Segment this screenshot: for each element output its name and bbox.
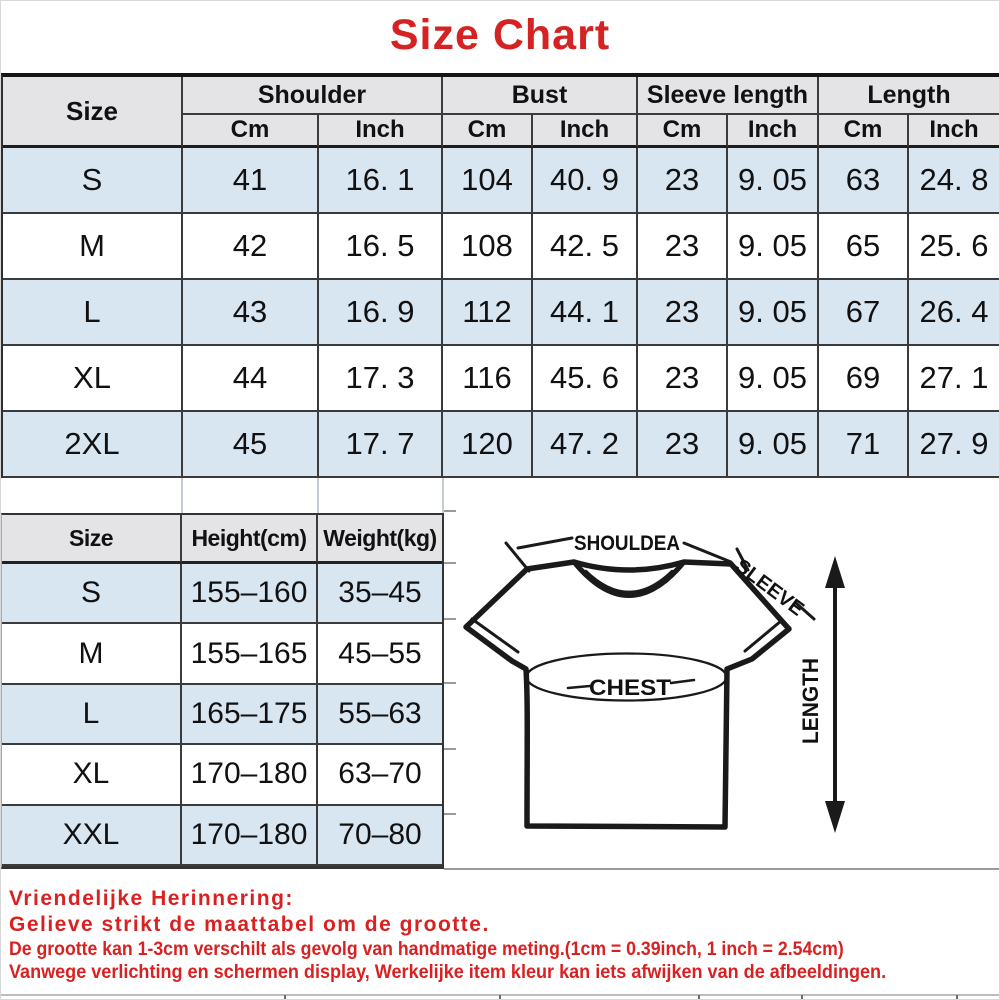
note-line: Gelieve strikt de maattabel om de grootte. <box>9 913 490 936</box>
unit-inch: Inch <box>909 115 999 148</box>
cell-length-inch: 24. 8 <box>909 148 999 214</box>
header-shoulder: Shoulder <box>183 77 443 115</box>
sleeve-label: SLEEVE <box>730 554 808 621</box>
cell-bust-inch: 42. 5 <box>533 214 638 280</box>
cell-shoulder-inch: 17. 7 <box>319 412 443 478</box>
unit-cm: Cm <box>819 115 909 148</box>
body-size-table <box>1 513 444 869</box>
cell-size-label: M <box>2 624 182 684</box>
cell-size-label: M <box>3 214 183 280</box>
note-line: Vriendelijke Herinnering: <box>9 887 294 910</box>
cell-length-cm: 71 <box>819 412 909 478</box>
cell-sleeve-inch: 9. 05 <box>728 148 819 214</box>
note-line: Vanwege verlichting en schermen display, Werkelijke item kleur kan iets afwijken van de afbeeldingen. <box>9 962 887 983</box>
unit-inch: Inch <box>728 115 819 148</box>
cell-shoulder-cm: 44 <box>183 346 319 412</box>
gridline-stub <box>801 995 803 1000</box>
cell-length-inch: 26. 4 <box>909 280 999 346</box>
gridline-stub <box>317 478 319 513</box>
cell-bust-cm: 120 <box>443 412 533 478</box>
cell-size-label: 2XL <box>3 412 183 478</box>
cell-length-inch: 27. 1 <box>909 346 999 412</box>
tshirt-diagram <box>444 486 1000 871</box>
cell-weight: 55–63 <box>318 685 442 745</box>
cell-weight: 45–55 <box>318 624 442 684</box>
cell-size-label: XL <box>3 346 183 412</box>
cell-length-cm: 65 <box>819 214 909 280</box>
cell-shoulder-cm: 45 <box>183 412 319 478</box>
unit-cm: Cm <box>183 115 319 148</box>
cell-length-inch: 25. 6 <box>909 214 999 280</box>
cell-bust-inch: 47. 2 <box>533 412 638 478</box>
cell-shoulder-cm: 43 <box>183 280 319 346</box>
header-length: Length <box>819 77 999 115</box>
cell-height: 165–175 <box>182 685 318 745</box>
cell-size-label: S <box>2 564 182 624</box>
header-weight: Weight(kg) <box>318 515 442 564</box>
size-table <box>1 73 1000 478</box>
cell-shoulder-inch: 16. 5 <box>319 214 443 280</box>
header-bust: Bust <box>443 77 638 115</box>
cell-weight: 35–45 <box>318 564 442 624</box>
length-arrow <box>825 556 845 833</box>
cell-bust-cm: 116 <box>443 346 533 412</box>
cell-weight: 70–80 <box>318 806 442 866</box>
cell-bust-inch: 44. 1 <box>533 280 638 346</box>
unit-cm: Cm <box>443 115 533 148</box>
length-label: LENGTH <box>798 653 823 744</box>
header-size: Size <box>2 515 182 564</box>
chest-label: CHEST <box>589 675 672 700</box>
cell-sleeve-cm: 23 <box>638 148 728 214</box>
cell-sleeve-inch: 9. 05 <box>728 346 819 412</box>
gridline-stub <box>499 995 501 1000</box>
note-line: De grootte kan 1-3cm verschilt als gevolg van handmatige meting.(1cm = 0.39inch, 1 inch = 2.54cm) <box>9 939 844 960</box>
cell-bust-inch: 40. 9 <box>533 148 638 214</box>
cell-length-cm: 63 <box>819 148 909 214</box>
shoulder-label: SHOULDEA <box>574 532 680 555</box>
cell-sleeve-cm: 23 <box>638 346 728 412</box>
gridline-stub <box>698 995 700 1000</box>
cell-length-cm: 69 <box>819 346 909 412</box>
cell-sleeve-cm: 23 <box>638 412 728 478</box>
cell-sleeve-inch: 9. 05 <box>728 214 819 280</box>
cell-shoulder-cm: 42 <box>183 214 319 280</box>
header-sleeve-length: Sleeve length <box>638 77 819 115</box>
cell-height: 155–165 <box>182 624 318 684</box>
gridline-stub <box>956 995 958 1000</box>
cell-shoulder-inch: 16. 1 <box>319 148 443 214</box>
cell-bust-cm: 108 <box>443 214 533 280</box>
cell-size-label: XXL <box>2 806 182 866</box>
unit-cm: Cm <box>638 115 728 148</box>
cell-sleeve-inch: 9. 05 <box>728 280 819 346</box>
header-size: Size <box>3 77 183 148</box>
cell-bust-inch: 45. 6 <box>533 346 638 412</box>
cell-sleeve-cm: 23 <box>638 280 728 346</box>
cell-size-label: L <box>2 685 182 745</box>
cell-shoulder-inch: 17. 3 <box>319 346 443 412</box>
unit-inch: Inch <box>319 115 443 148</box>
page-title: Size Chart <box>389 11 611 59</box>
cell-length-cm: 67 <box>819 280 909 346</box>
unit-inch: Inch <box>533 115 638 148</box>
cell-height: 170–180 <box>182 745 318 805</box>
cell-size-label: L <box>3 280 183 346</box>
cell-size-label: XL <box>2 745 182 805</box>
cell-height: 155–160 <box>182 564 318 624</box>
cell-shoulder-inch: 16. 9 <box>319 280 443 346</box>
cell-size-label: S <box>3 148 183 214</box>
gridline-stub <box>181 478 183 513</box>
cell-bust-cm: 104 <box>443 148 533 214</box>
cell-bust-cm: 112 <box>443 280 533 346</box>
cell-sleeve-inch: 9. 05 <box>728 412 819 478</box>
cell-weight: 63–70 <box>318 745 442 805</box>
cell-sleeve-cm: 23 <box>638 214 728 280</box>
cell-height: 170–180 <box>182 806 318 866</box>
header-height: Height(cm) <box>182 515 318 564</box>
gridline-stub <box>284 995 286 1000</box>
cell-shoulder-cm: 41 <box>183 148 319 214</box>
cell-length-inch: 27. 9 <box>909 412 999 478</box>
